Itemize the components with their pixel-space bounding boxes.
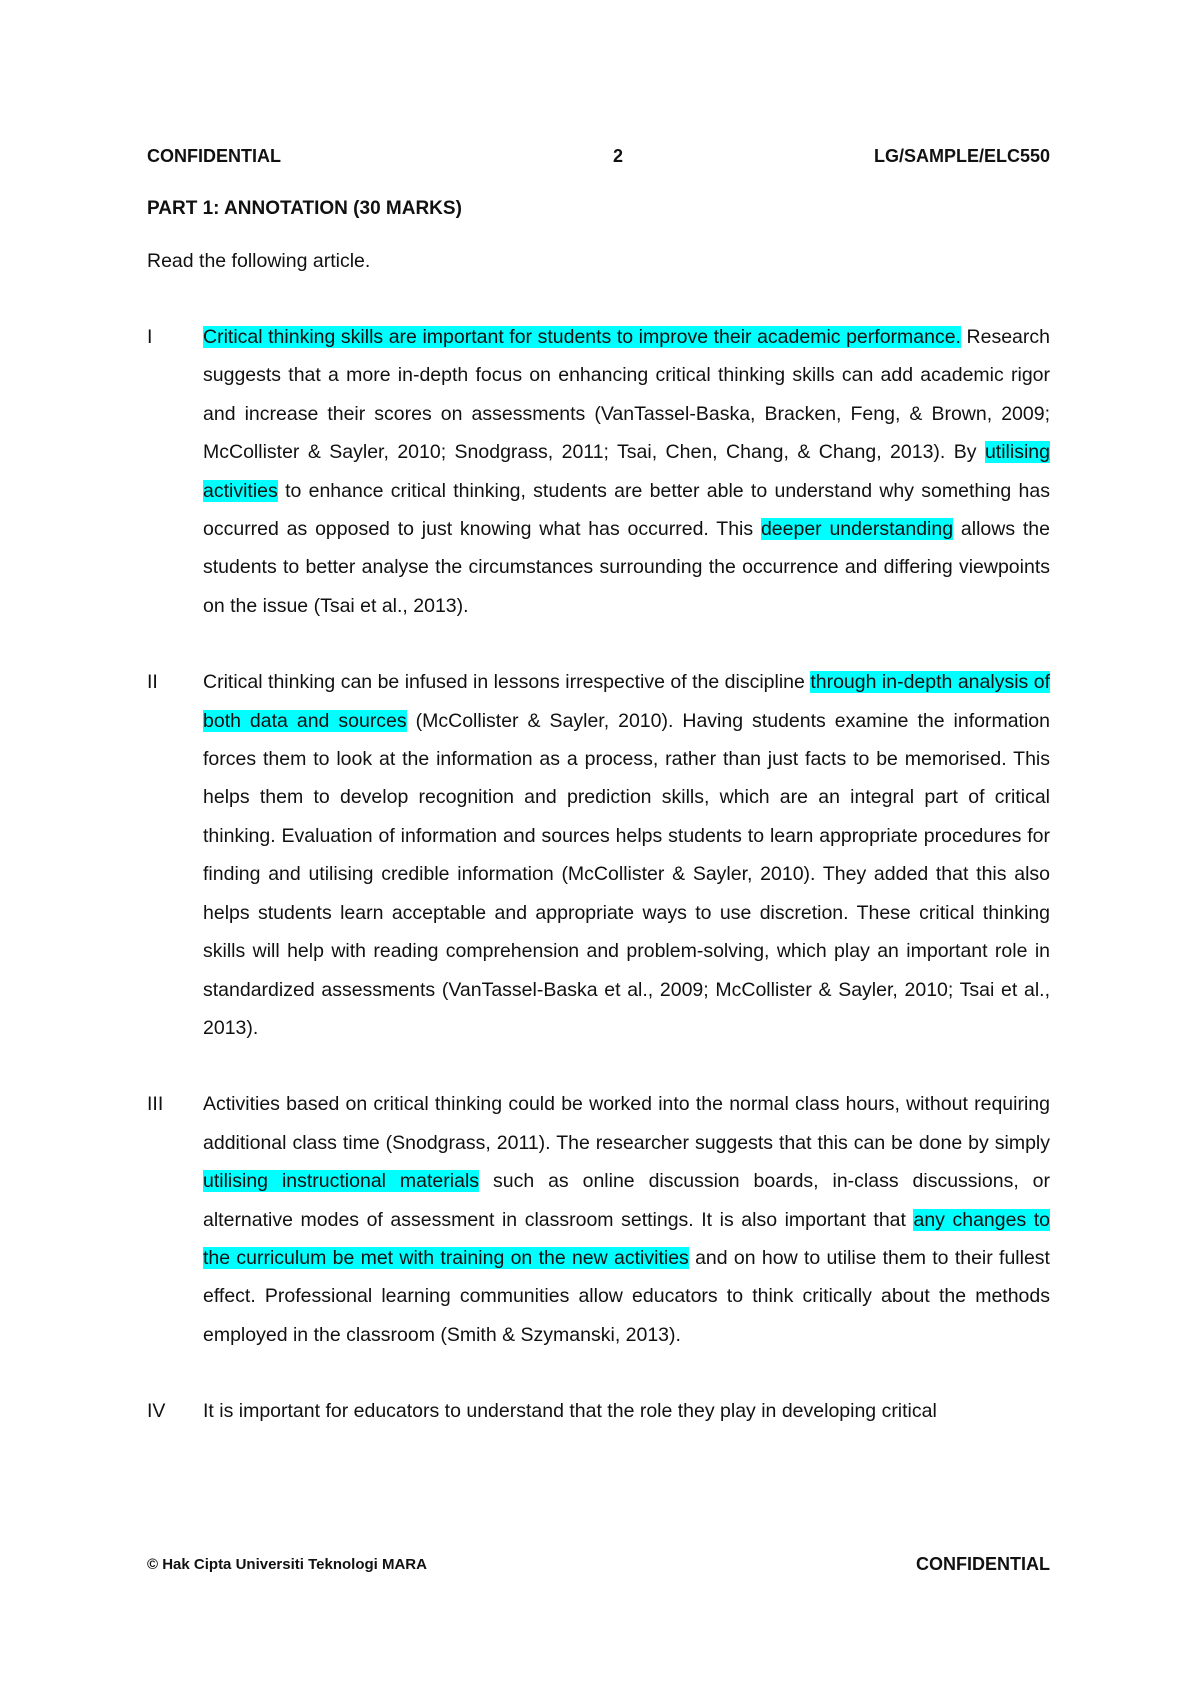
highlighted-text: Critical thinking skills are important for students to improve their academic performance.: [203, 326, 961, 348]
instruction-text: Read the following article.: [147, 250, 371, 272]
paragraph-4: [147, 1392, 1050, 1430]
paragraph-text: [203, 663, 1050, 1047]
text-segment: such as online discussion boards, in-class discussions, or alternative modes of assessment in classroom settings. It is also important that: [203, 1170, 1051, 1231]
highlighted-text: through in-depth analysis of both data and sources: [203, 671, 1050, 732]
header-page-number: 2: [613, 146, 624, 166]
text-segment: allows the students to better analyse the circumstances surrounding the occurrence and differing viewpoints on the issue (Tsai et al., 2013).: [203, 518, 1050, 617]
header-confidential: CONFIDENTIAL: [147, 146, 281, 166]
text-segment: Critical thinking can be infused in lessons irrespective of the discipline: [203, 671, 811, 694]
text-segment: (McCollister & Sayler, 2010). Having students examine the information forces them to look at the information as a process, rather than just facts to be memorised. This helps them to develop recognition and prediction skills, which are an integral part of critical thinking. Evaluation of information and sources helps students to learn appropriate procedures for finding and utilising credible information (McCollister & Sayler, 2010). They added that this also helps students learn acceptable and appropriate ways to use discretion. These critical thinking skills will help with reading comprehension and problem-solving, which play an important role in standardized assessments (VanTassel-Baska et al., 2009; McCollister & Sayler, 2010; Tsai et al., 2013).: [203, 709, 1050, 1039]
paragraph-text: [203, 1085, 1050, 1354]
text-segment: Activities based on critical thinking could be worked into the normal class hours, without requiring additional class time (Snodgrass, 2011). The researcher suggests that this can be done by simply: [203, 1093, 1050, 1154]
paragraph-2: [147, 663, 1050, 1047]
paragraph-text: [203, 1392, 1050, 1430]
page-footer: [147, 1554, 1050, 1578]
footer-copyright: © Hak Cipta Universiti Teknologi MARA: [147, 1556, 427, 1573]
highlighted-text: utilising activities: [203, 441, 1050, 502]
text-segment: Research suggests that a more in-depth focus on enhancing critical thinking skills can add academic rigor and increase their scores on assessments (VanTassel-Baska, Bracken, Feng, & Brown, 2009; McCollister & Sayler, 2010; Snodgrass, 2011; Tsai, Chen, Chang, & Chang, 2013). By: [203, 326, 1050, 464]
text-segment: and on how to utilise them to their fullest effect. Professional learning communities allow educators to think critically about the methods employed in the classroom (Smith & Szymanski, 2013).: [203, 1246, 1050, 1346]
highlighted-text: any changes to the curriculum be met with training on the new activities: [203, 1208, 1050, 1269]
paragraph-1: [147, 318, 1050, 625]
highlighted-text: utilising instructional materials: [203, 1170, 480, 1193]
text-segment: to enhance critical thinking, students are better able to understand why something has occurred as opposed to just knowing what has occurred. This: [203, 479, 1050, 541]
paragraph-number: II: [147, 671, 158, 694]
text-segment: It is important for educators to understand that the role they play in developing critical: [203, 1400, 937, 1423]
footer-confidential: CONFIDENTIAL: [916, 1554, 1050, 1574]
paragraph-number: III: [147, 1093, 164, 1116]
paragraph-text: [203, 318, 1050, 625]
highlighted-text: deeper understanding: [760, 518, 954, 541]
paragraph-number: IV: [147, 1400, 166, 1423]
page-header: [147, 146, 1050, 170]
header-course-code: LG/SAMPLE/ELC550: [873, 146, 1050, 166]
part-title: PART 1: ANNOTATION (30 MARKS): [147, 198, 462, 219]
paragraph-number: I: [147, 326, 153, 348]
article: [147, 318, 1050, 1469]
paragraph-3: [147, 1085, 1050, 1354]
